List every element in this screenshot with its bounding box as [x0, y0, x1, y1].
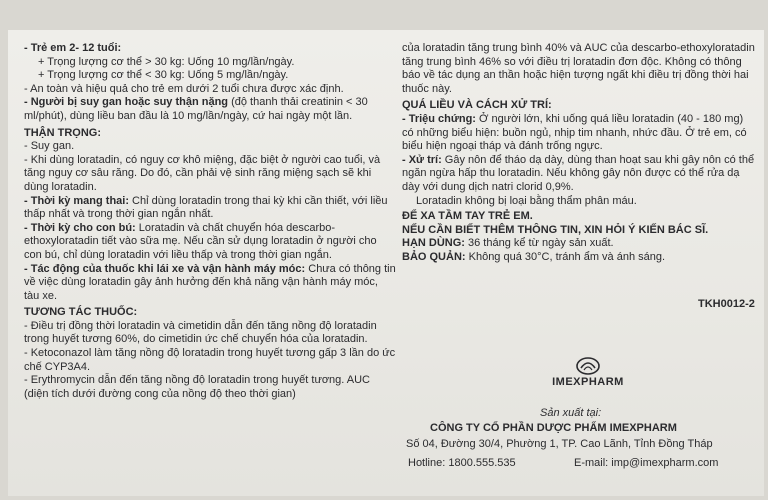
- storage-value: Không quá 30°C, tránh ẩm và ánh sáng.: [465, 250, 666, 263]
- symptoms-label: - Triệu chứng:: [402, 112, 476, 125]
- overdose-heading: QUÁ LIỀU VÀ CÁCH XỬ TRÍ:: [402, 99, 552, 112]
- left-column: [24, 42, 396, 401]
- caution-heading: THẬN TRỌNG:: [24, 126, 101, 139]
- right-column: [402, 42, 756, 265]
- children-over-30kg: + Trọng lượng cơ thể > 30 kg: Uống 10 mg/lần/ngày.: [38, 55, 295, 68]
- hotline: Hotline: 1800.555.535: [408, 457, 516, 469]
- lactation-text: Loratadin và chất chuyển hóa descarbo-ethoxyloratadin tiết vào sữa mẹ. Nếu cần sử dụng loratadin ở người cho con bú, chỉ dùng loratadin với liều thấp và trong thời gian ngắn.: [24, 221, 377, 261]
- liver-kidney-dose: [24, 96, 396, 123]
- under-2-note: - An toàn và hiệu quả cho trẻ em dưới 2 tuổi chưa được xác định.: [24, 82, 344, 95]
- driving-note: [24, 263, 396, 304]
- brand-logo: [528, 356, 648, 388]
- storage-label: BẢO QUẢN:: [402, 250, 466, 263]
- dialysis-note: Loratadin không bị loại bằng thẩm phân máu.: [416, 194, 637, 207]
- pregnancy-label: - Thời kỳ mang thai:: [24, 194, 129, 207]
- interaction-ketoconazole: - Ketoconazol làm tăng nồng độ loratadin trong huyết tương gấp 3 lần do ức chế CYP3A4.: [24, 347, 396, 373]
- overdose-symptoms: [402, 113, 756, 154]
- overdose-treatment: [402, 154, 756, 195]
- treatment-label: - Xử trí:: [402, 153, 442, 166]
- document-code: TKH0012-2: [698, 298, 755, 310]
- expiry: [402, 237, 756, 251]
- company-name: CÔNG TY CỔ PHẦN DƯỢC PHẨM IMEXPHARM: [430, 422, 677, 434]
- pregnancy-text: Chỉ dùng loratadin trong thai kỳ khi cần thiết, với liều thấp nhất và trong thời gian ngắn nhất.: [24, 194, 388, 221]
- imexpharm-logo-icon: [575, 356, 601, 376]
- interaction-heading: TƯƠNG TÁC THUỐC:: [24, 306, 138, 319]
- lactation-label: - Thời kỳ cho con bú:: [24, 221, 136, 234]
- interaction-erythromycin: - Erythromycin dẫn đến tăng nồng độ loratadin trong huyết tương. AUC (diện tích dưới đường cong của nồng độ theo thời gian): [24, 374, 371, 400]
- expiry-value: 36 tháng kể từ ngày sản xuất.: [464, 237, 614, 250]
- children-under-30kg: + Trọng lượng cơ thể < 30 kg: Uống 5 mg/lần/ngày.: [38, 69, 289, 82]
- liver-kidney-label: - Người bị suy gan hoặc suy thận nặng: [24, 96, 229, 109]
- treatment-text: Gây nôn để tháo dạ dày, dùng than hoạt sau khi gây nôn có thể ngăn ngừa hấp thu loratadin. Nếu không gây nôn được có thể rửa dạ dày với dung dịch natri clorid 0,9%.: [402, 153, 755, 193]
- keep-away-warning: ĐỂ XA TẦM TAY TRẺ EM.: [402, 210, 533, 223]
- driving-text: Chưa có thông tin về việc dùng loratadin gây ảnh hưởng đến khả năng vận hành máy móc, tàu xe.: [24, 262, 396, 302]
- company-address: Số 04, Đường 30/4, Phường 1, TP. Cao Lãnh, Tỉnh Đồng Tháp: [406, 438, 713, 450]
- interaction-continued: của loratadin tăng trung bình 40% và AUC của descarbo-ethoxyloratadin tăng trung bình 46% so với điều trị loratadin đơn độc. Không có thông báo về tác dụng an thần hoặc hiện tượng ngất khi điều trị đồng thời hai thuốc này.: [402, 42, 755, 95]
- email: E-mail: imp@imexpharm.com: [574, 457, 719, 469]
- interaction-cimetidine: - Điều trị đồng thời loratadin và cimetidin dẫn đến tăng nồng độ loratadin trong huyết tương 60%, do cimetidin ức chế chuyển hóa của loratadin.: [24, 319, 377, 346]
- driving-label: - Tác động của thuốc khi lái xe và vận hành máy móc:: [24, 262, 306, 275]
- storage: [402, 251, 756, 265]
- symptoms-text: Ở người lớn, khi uống quá liều loratadin (40 - 180 mg) có những biểu hiện: buồn ngủ, nhịp tim nhanh, nhức đầu. Ở trẻ em, có biểu hiện ngoại tháp và đánh trống ngực.: [402, 112, 747, 153]
- pregnancy-note: [24, 195, 396, 222]
- manufactured-at-label: Sản xuất tại:: [540, 407, 602, 419]
- brand-name: IMEXPHARM: [552, 376, 624, 388]
- liver-kidney-text: (độ thanh thải creatinin < 30 ml/phút), dùng liều ban đầu là 10 mg/lần/ngày, cứ hai ngày một lần.: [24, 96, 368, 122]
- caution-liver: - Suy gan.: [24, 140, 75, 153]
- caution-dry-mouth: - Khi dùng loratadin, có nguy cơ khô miệng, đặc biệt ở người cao tuổi, và tăng nguy cơ sâu răng. Do đó, cần phải vệ sinh răng miệng sạch sẽ khi dùng loratadin.: [24, 153, 381, 193]
- lactation-note: [24, 222, 396, 263]
- children-heading: - Trẻ em 2- 12 tuổi:: [24, 42, 122, 54]
- consult-doctor: NẾU CẦN BIẾT THÊM THÔNG TIN, XIN HỎI Ý KIẾN BÁC SĨ.: [402, 223, 709, 236]
- expiry-label: HẠN DÙNG:: [402, 237, 465, 250]
